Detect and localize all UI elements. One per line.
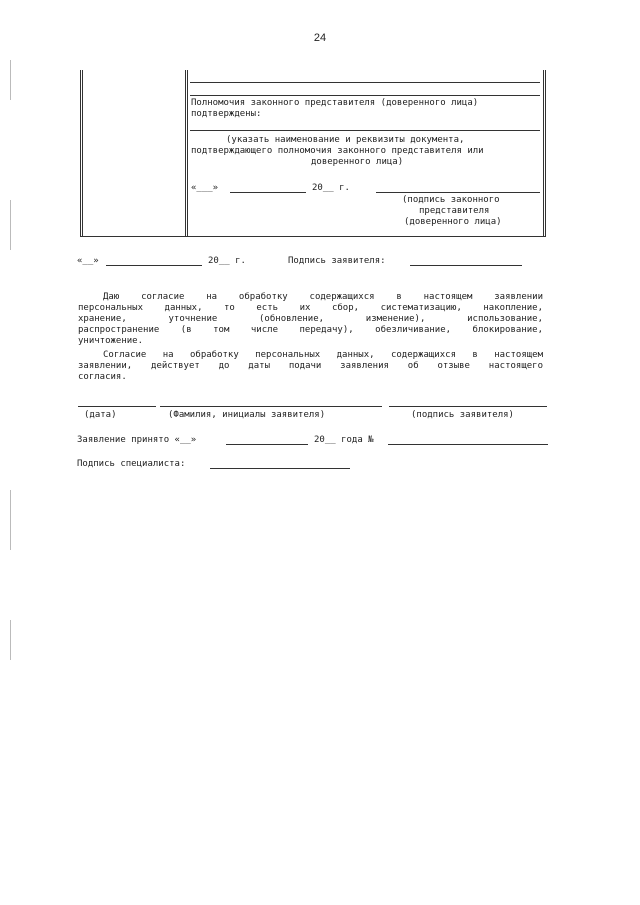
consent-line: распространение (в том числе передачу), обезличивание, блокирование,	[78, 325, 543, 335]
box-year: 20__ г.	[312, 183, 350, 193]
document-hint-cont: подтверждающего полномочия законного представителя или	[191, 146, 484, 156]
consent-validity-line: Согласие на обработку персональных данных, содержащихся в настоящем	[103, 350, 543, 360]
sign-hint: (подпись заявителя)	[411, 410, 514, 420]
authority-label-cont: подтверждены:	[191, 109, 262, 119]
box-date-open: «___»	[191, 183, 219, 193]
box-signature-hint-cont: представителя	[419, 206, 490, 216]
consent-validity-line: заявлении, действует до даты подачи заявления об отзыве настоящего	[78, 361, 543, 371]
consent-line: уничтожение.	[78, 336, 144, 346]
box-signature-hint-end: (доверенного лица)	[404, 217, 502, 227]
accepted-label: Заявление принято «__»	[77, 435, 197, 445]
document-hint: (указать наименование и реквизиты документа,	[226, 135, 465, 145]
consent-validity-line: согласия.	[78, 372, 127, 382]
consent-line: персональных данных, то есть их сбор, систематизацию, накопление,	[78, 303, 543, 313]
consent-line: Даю согласие на обработку содержащихся в настоящем заявлении	[103, 292, 543, 302]
applicant-year: 20__ г.	[208, 256, 246, 266]
accepted-year: 20__ года №	[314, 435, 374, 445]
name-hint: (Фамилия, инициалы заявителя)	[168, 410, 326, 420]
authority-label: Полномочия законного представителя (доверенного лица)	[191, 98, 479, 108]
consent-paragraph	[78, 292, 543, 347]
box-signature-hint: (подпись законного	[402, 195, 500, 205]
date-hint: (дата)	[84, 410, 117, 420]
specialist-label: Подпись специалиста:	[77, 459, 186, 469]
applicant-date-open: «__»	[77, 256, 99, 266]
page-number: 24	[313, 32, 327, 44]
applicant-signature-label: Подпись заявителя:	[288, 256, 386, 266]
consent-line: хранение, уточнение (обновление, изменение), использование,	[78, 314, 543, 324]
document-hint-end: доверенного лица)	[311, 157, 404, 167]
consent-validity-paragraph	[78, 350, 543, 383]
